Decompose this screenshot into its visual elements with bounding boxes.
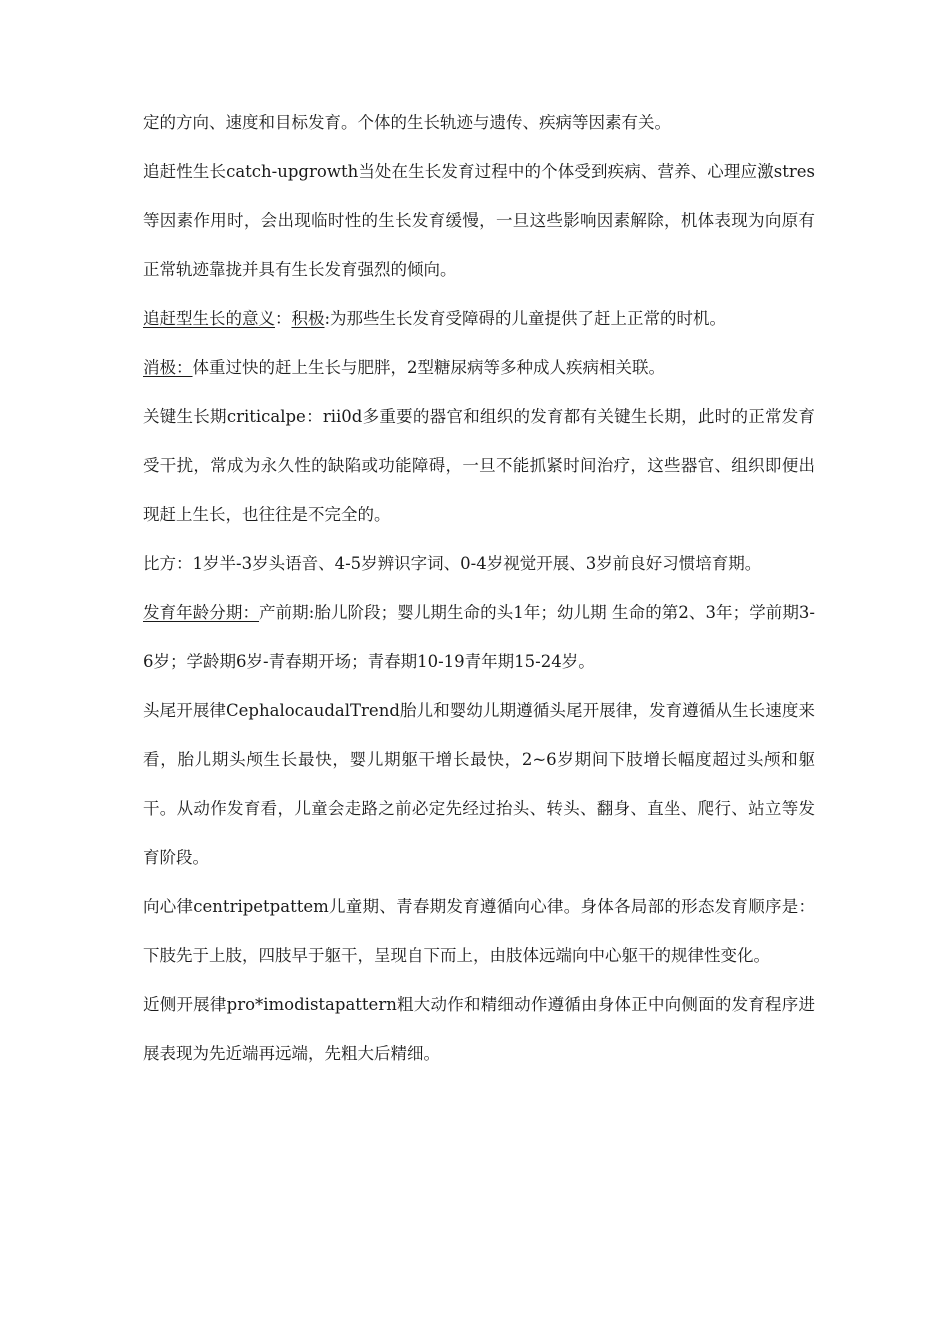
paragraph-growth-trajectory: 定的方向、速度和目标发育。个体的生长轨迹与遗传、疾病等因素有关。 bbox=[143, 113, 671, 132]
paragraph-catch-up-significance bbox=[143, 294, 815, 343]
paragraph-critical-period: 关键生长期criticalpe：rii0d多重要的器官和组织的发育都有关键生长期，此时的正常发育受干扰，常成为永久性的缺陷或功能障碍，一旦不能抓紧时间治疗，这些器官、组织即便出现赶上生长，也往往是不完全的。 bbox=[143, 407, 815, 524]
age-stages-text: 产前期:胎儿阶段；婴儿期生命的头1年；幼儿期 生命的第2、3年；学前期3-6岁；学龄期6岁-青春期开场；青春期10-19青年期15-24岁。 bbox=[143, 603, 816, 671]
subheading-positive: 积极 bbox=[291, 309, 325, 328]
paragraph-centripetal: 向心律centripetpattem儿童期、青春期发育遵循向心律。身体各局部的形态发育顺序是：下肢先于上肢，四肢早于躯干，呈现自下而上，由肢体远端向中心躯干的规律性变化。 bbox=[143, 897, 815, 965]
negative-text: 体重过快的赶上生长与肥胖，2型糖尿病等多种成人疾病相关联。 bbox=[192, 358, 665, 377]
paragraph-negative bbox=[143, 343, 815, 392]
heading-age-stages: 发育年龄分期： bbox=[143, 603, 260, 622]
subheading-negative: 消极： bbox=[143, 358, 193, 377]
heading-colon: ： bbox=[275, 309, 292, 328]
paragraph-proximodistal: 近侧开展律pro*imodistapattern粗大动作和精细动作遵循由身体正中向侧面的发育程序进展表现为先近端再远端，先粗大后精细。 bbox=[143, 995, 815, 1063]
positive-text: :为那些生长发育受障碍的儿童提供了赶上正常的时机。 bbox=[324, 309, 727, 328]
paragraph-age-stages bbox=[143, 588, 815, 686]
paragraph-catch-up-growth: 追赶性生长catch-upgrowth当处在生长发育过程中的个体受到疾病、营养、心理应激stres等因素作用时，会出现临时性的生长发育缓慢，一旦这些影响因素解除，机体表现为向原有正常轨迹靠拢并具有生长发育强烈的倾向。 bbox=[143, 162, 815, 279]
heading-catch-up-significance: 追赶型生长的意义 bbox=[143, 309, 275, 328]
paragraph-cephalocaudal: 头尾开展律CephalocaudalTrend胎儿和婴幼儿期遵循头尾开展律，发育遵循从生长速度来看，胎儿期头颅生长最快，婴儿期躯干增长最快，2~6岁期间下肢增长幅度超过头颅和躯干。从动作发育看，儿童会走路之前必定先经过抬头、转头、翻身、直坐、爬行、站立等发育阶段。 bbox=[143, 701, 815, 867]
paragraph-examples: 比方：1岁半-3岁头语音、4-5岁辨识字词、0-4岁视觉开展、3岁前良好习惯培育期。 bbox=[143, 554, 762, 573]
document-body bbox=[143, 98, 815, 1078]
